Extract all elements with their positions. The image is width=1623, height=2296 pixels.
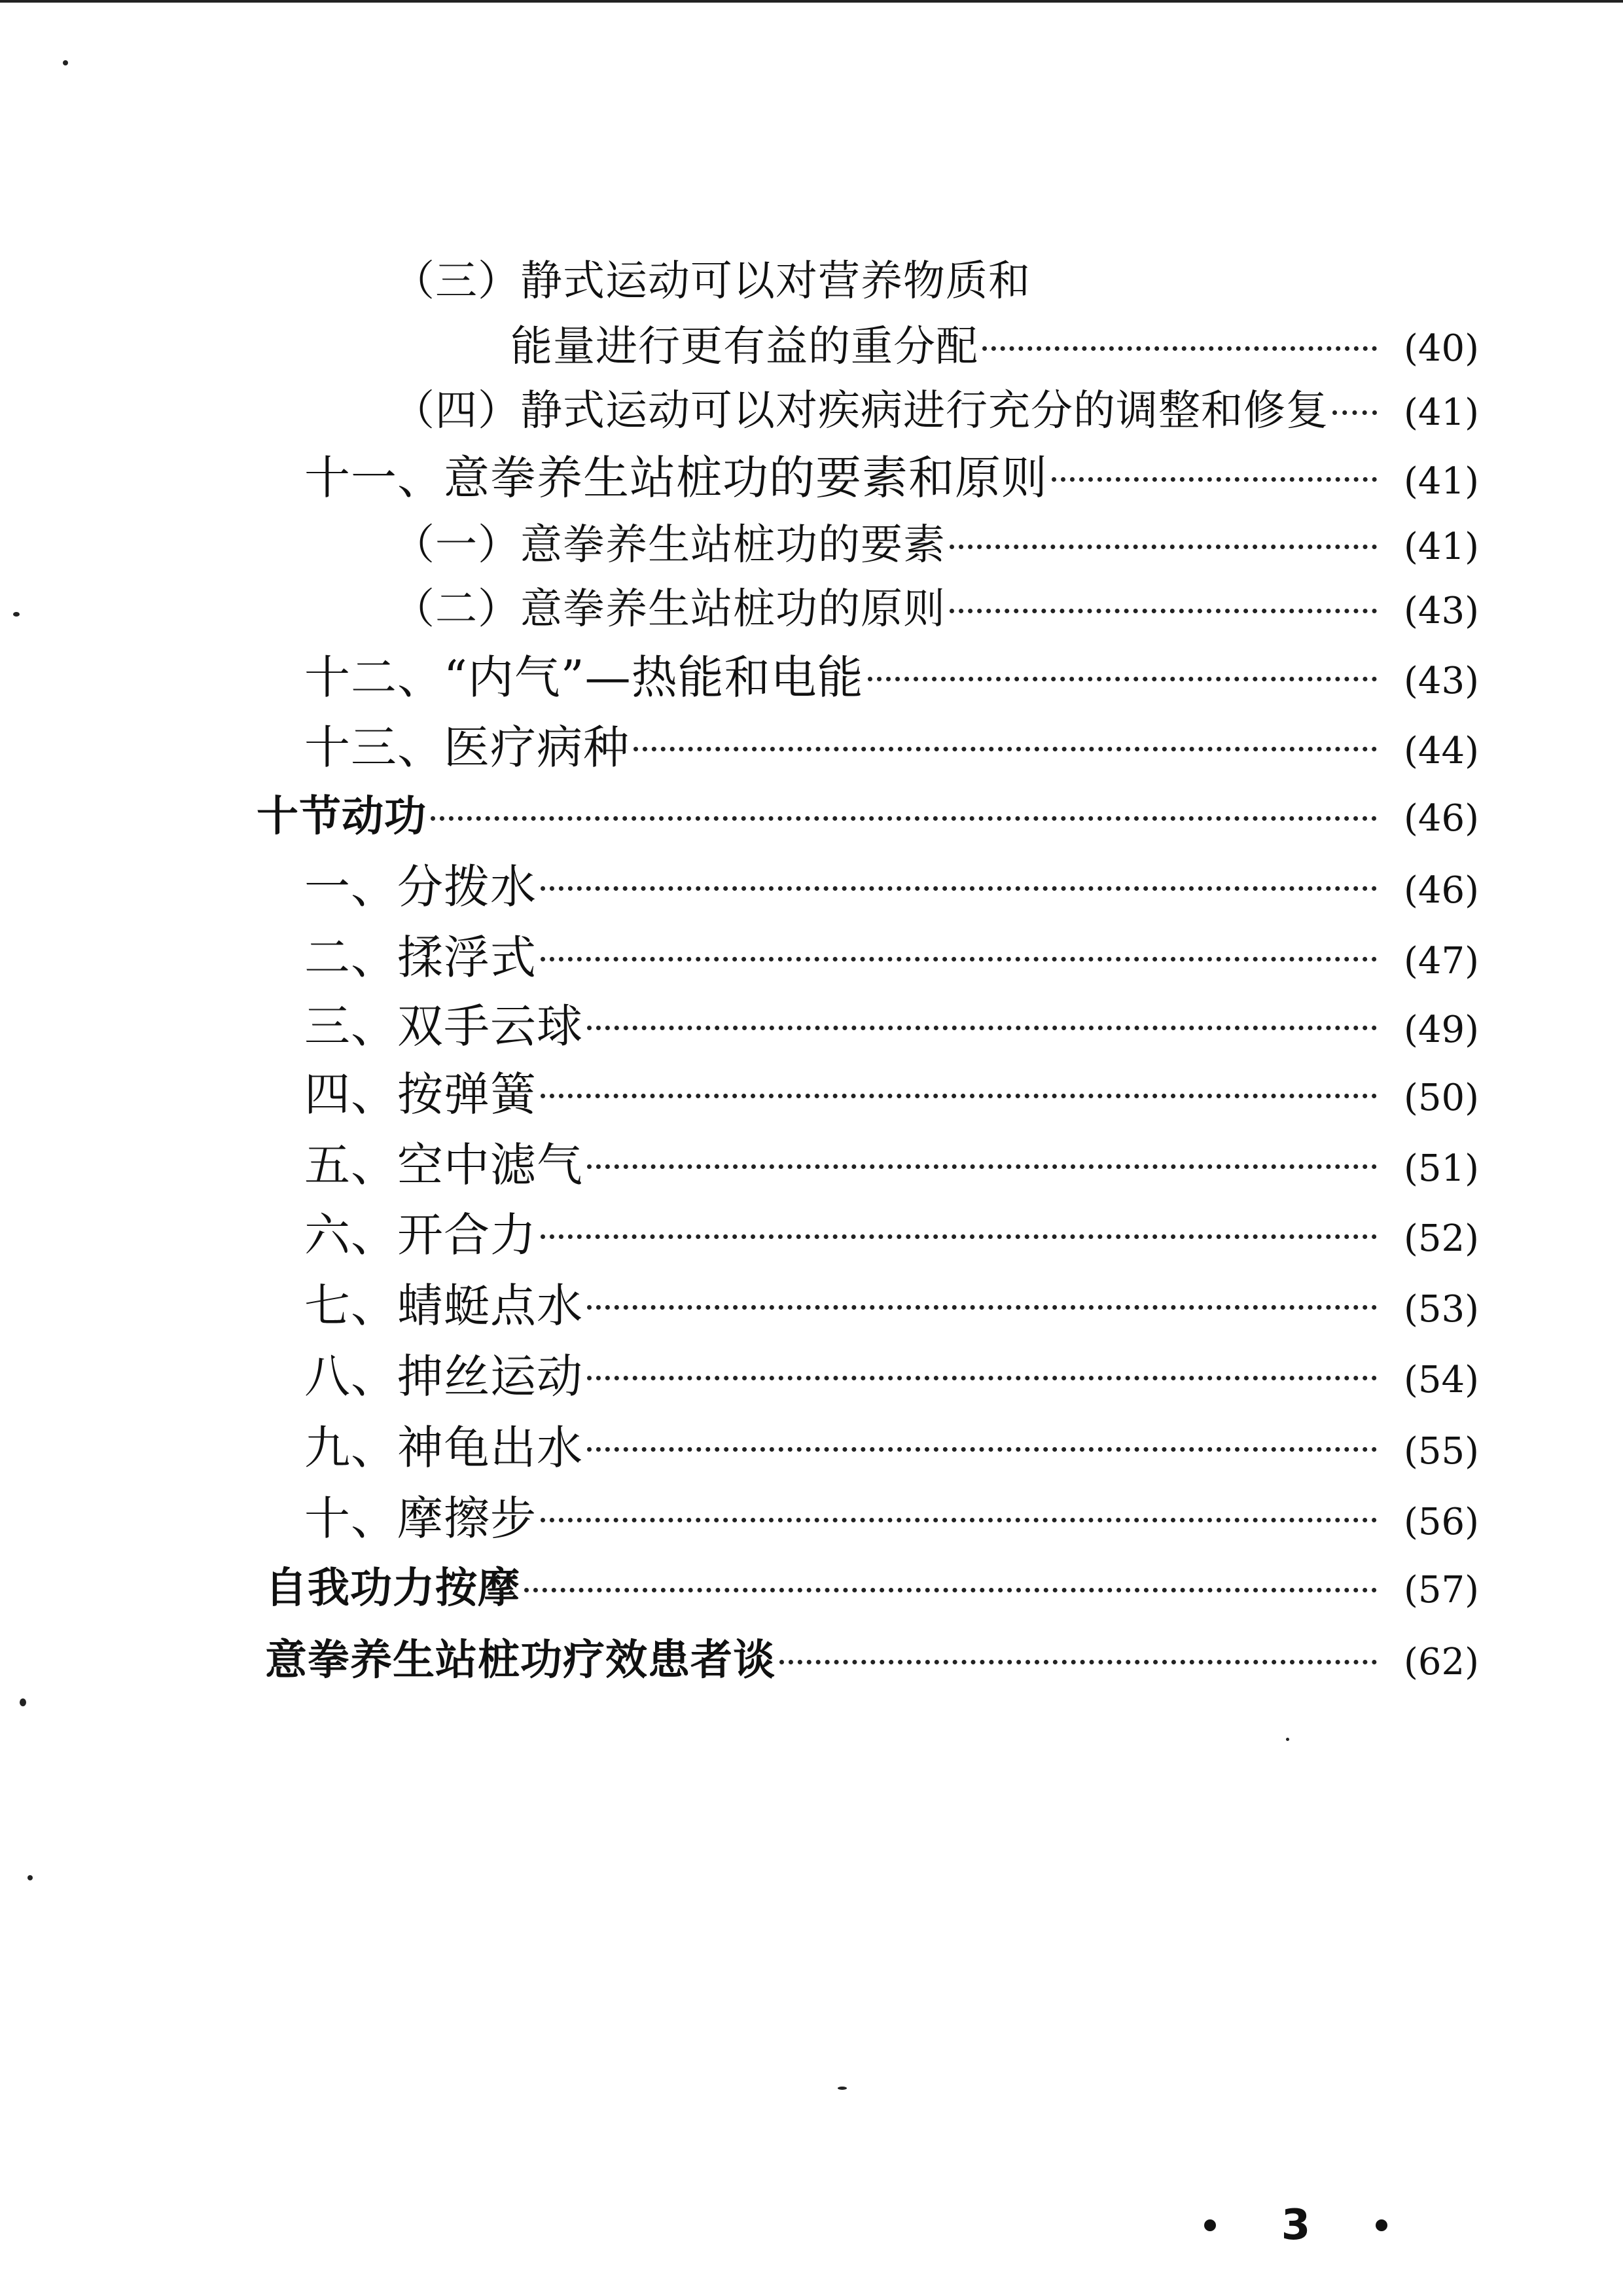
toc-entry-title: 四、按弹簧 xyxy=(304,1067,537,1121)
toc-entry-title: 十一、意拳养生站桩功的要素和原则 xyxy=(304,451,1048,505)
toc-entry-sub4[interactable] xyxy=(393,382,1479,440)
toc-entry-page: (43) xyxy=(1404,660,1479,702)
dot-leader xyxy=(541,928,1377,961)
toc-entry-title: 十三、医疗病种 xyxy=(304,721,630,774)
toc-entry-item[interactable] xyxy=(304,997,1479,1056)
dot-leader xyxy=(587,1136,1377,1169)
dot-leader xyxy=(868,648,1377,681)
dot-leader xyxy=(1332,382,1377,415)
toc-entry-page: (47) xyxy=(1404,940,1479,982)
dot-leader xyxy=(950,516,1377,549)
toc-entry-page: (55) xyxy=(1404,1430,1479,1473)
dot-leader xyxy=(587,1276,1377,1310)
dot-leader xyxy=(587,1347,1377,1380)
toc-entry-page: (52) xyxy=(1404,1217,1479,1260)
folio-dot-left xyxy=(1204,2219,1216,2231)
toc-entry-sub3[interactable] xyxy=(510,317,1479,376)
scan-speck xyxy=(13,612,20,617)
toc-entry-self-massage[interactable] xyxy=(265,1559,1479,1618)
dot-leader xyxy=(982,317,1377,351)
toc-entry-title: （四）静式运动可以对疾病进行充分的调整和修复 xyxy=(393,387,1329,435)
toc-entry-title: 七、蜻蜓点水 xyxy=(304,1279,583,1333)
toc-entry-title: 自我功力按摩 xyxy=(265,1564,520,1613)
toc-entry-title: 二、揉浮式 xyxy=(304,931,537,984)
page-number-text: 3 xyxy=(1281,2201,1311,2250)
dot-leader xyxy=(541,857,1377,891)
toc-entry-section-11-1[interactable] xyxy=(393,516,1479,575)
dot-leader xyxy=(779,1631,1377,1664)
toc-entry-section-11[interactable] xyxy=(304,448,1479,507)
toc-entry-page: (40) xyxy=(1404,327,1479,370)
toc-entry-page: (43) xyxy=(1404,590,1479,632)
toc-entry-title: 意拳养生站桩功疗效患者谈 xyxy=(265,1636,776,1685)
toc-entry-page: (44) xyxy=(1404,730,1479,772)
toc-entry-title: 能量进行更有益的重分配 xyxy=(510,323,978,371)
toc-entry-title: 一、分拨水 xyxy=(304,860,537,914)
scan-speck xyxy=(838,2087,847,2090)
toc-entry-item[interactable] xyxy=(304,1347,1479,1406)
toc-entry-page: (54) xyxy=(1404,1359,1479,1401)
scan-speck xyxy=(27,1875,33,1880)
dot-leader xyxy=(633,718,1377,751)
toc-entry-title: 十、摩擦步 xyxy=(304,1492,537,1545)
toc-entry-title: 十节动功 xyxy=(257,792,427,841)
scan-speck xyxy=(1286,1738,1289,1741)
toc-entry-page: (56) xyxy=(1404,1501,1479,1543)
toc-entry-page: (41) xyxy=(1404,391,1479,434)
dot-leader xyxy=(524,1559,1377,1592)
scan-speck xyxy=(20,1698,26,1706)
top-scan-edge xyxy=(0,0,1623,3)
toc-entry-page: (46) xyxy=(1404,797,1479,840)
toc-entry-title: 九、神龟出水 xyxy=(304,1421,583,1475)
toc-entry-page: (46) xyxy=(1404,869,1479,912)
toc-entry-section-11-2[interactable] xyxy=(393,580,1479,639)
toc-entry-item[interactable] xyxy=(304,1489,1479,1548)
folio-dot-right xyxy=(1376,2219,1387,2231)
toc-entry-title: （一）意拳养生站桩功的要素 xyxy=(393,521,946,569)
toc-entry-page: (62) xyxy=(1404,1641,1479,1683)
dot-leader xyxy=(541,1489,1377,1522)
toc-entry-page: (49) xyxy=(1404,1009,1479,1051)
toc-entry-page: (41) xyxy=(1404,460,1479,503)
toc-entry-item[interactable] xyxy=(304,928,1479,987)
toc-entry-section-12[interactable] xyxy=(304,648,1479,707)
dot-leader xyxy=(587,997,1377,1030)
toc-entry-title: 十二、“内气”—热能和电能 xyxy=(304,651,864,704)
toc-entry-sub3-line1: （三）静式运动可以对营养物质和 xyxy=(393,257,1031,306)
page-number xyxy=(1204,2196,1387,2255)
toc-entry-item[interactable] xyxy=(304,1276,1479,1335)
toc-entry-item[interactable] xyxy=(304,1065,1479,1124)
toc-entry-title: 三、双手云球 xyxy=(304,999,583,1053)
dot-leader xyxy=(541,1206,1377,1239)
toc-entry-page: (53) xyxy=(1404,1288,1479,1331)
toc-entry-item[interactable] xyxy=(304,1418,1479,1477)
toc-entry-page: (50) xyxy=(1404,1077,1479,1119)
toc-entry-item[interactable] xyxy=(304,1136,1479,1194)
toc-entry-page: (41) xyxy=(1404,526,1479,568)
toc-entry-chapter-ten-exercises[interactable] xyxy=(257,787,1479,846)
toc-entry-patient-testimonials[interactable] xyxy=(265,1631,1479,1690)
toc-entry-title: 八、抻丝运动 xyxy=(304,1350,583,1403)
scan-speck xyxy=(63,60,68,65)
toc-entry-title: （二）意拳养生站桩功的原则 xyxy=(393,585,946,634)
toc-entry-item[interactable] xyxy=(304,1206,1479,1265)
toc-entry-page: (57) xyxy=(1404,1569,1479,1611)
toc-entry-item[interactable] xyxy=(304,857,1479,916)
dot-leader xyxy=(541,1065,1377,1098)
toc-entry-title: 六、开合力 xyxy=(304,1208,537,1262)
dot-leader xyxy=(587,1418,1377,1452)
toc-entry-section-13[interactable] xyxy=(304,718,1479,777)
toc-entry-title: 五、空中滤气 xyxy=(304,1138,583,1192)
dot-leader xyxy=(950,580,1377,613)
toc-entry-page: (51) xyxy=(1404,1147,1479,1190)
dot-leader xyxy=(431,787,1377,821)
dot-leader xyxy=(1052,448,1377,482)
